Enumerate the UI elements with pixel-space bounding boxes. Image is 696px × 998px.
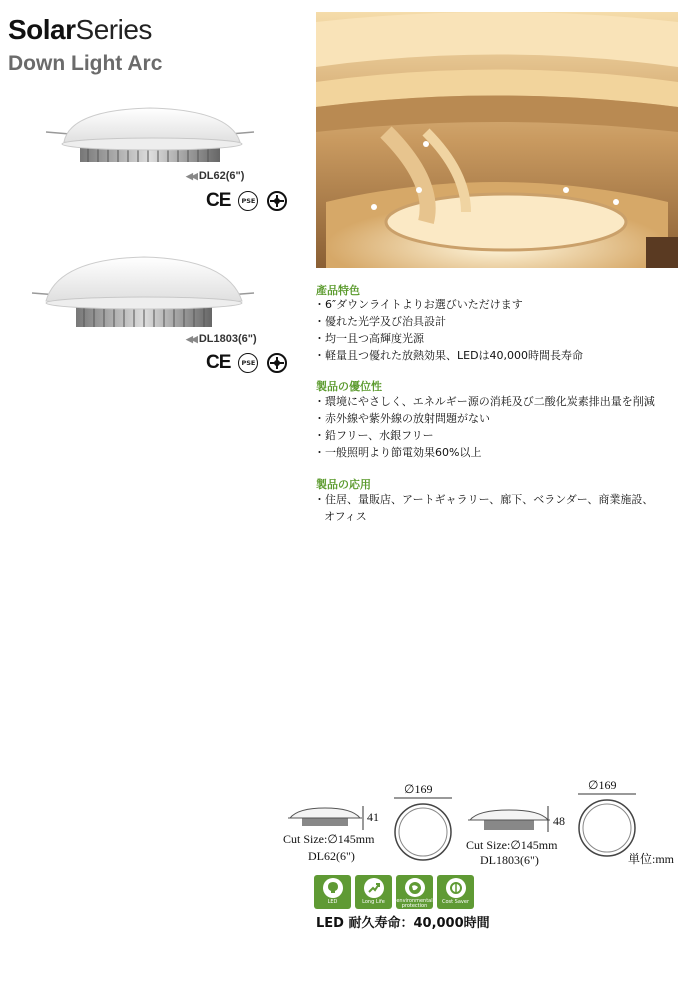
dl62-top-view: [390, 796, 456, 862]
dl1803-dimension-model: DL1803(6"): [480, 853, 539, 867]
list-item: ・鉛フリー、水銀フリー: [314, 429, 434, 442]
pse-mark-icon: [238, 353, 258, 373]
badge-long-life: [355, 875, 392, 909]
ce-mark-icon: CE: [206, 352, 231, 373]
installation-photo: [316, 12, 678, 268]
badge-environment: [396, 875, 433, 909]
long-life-icon: [364, 878, 384, 898]
environment-icon: [405, 878, 425, 897]
dl62-product-image: [40, 104, 260, 170]
led-bulb-icon: [323, 878, 343, 898]
dl1803-product-image: [28, 255, 258, 333]
pse-mark-icon: [238, 191, 258, 211]
badge-caption: LED: [327, 899, 338, 905]
cost-saver-icon: [446, 878, 466, 898]
list-item: ・優れた光学及び治具設計: [314, 315, 446, 328]
features-heading: 產品特色: [316, 284, 360, 297]
dl62-cut-size: Cut Size:∅145mm: [283, 832, 375, 846]
dl62-dimension-model: DL62(6"): [308, 849, 355, 863]
pse-top: PS: [241, 197, 251, 205]
dl1803-side-drawing: [468, 808, 550, 834]
dl62-height: 41: [367, 810, 379, 824]
dl1803-model-text: DL1803(6"): [198, 333, 257, 345]
dl1803-diameter: ∅169: [588, 778, 617, 792]
arrow-left-icon: ◀◀: [186, 171, 196, 181]
badge-led: [314, 875, 351, 909]
applications-list: [314, 491, 653, 525]
arrow-left-icon: ◀◀: [186, 334, 196, 344]
dl62-side-drawing: [288, 806, 362, 830]
product-subtitle: Down Light Arc: [8, 52, 163, 75]
pse-bottom: E: [250, 359, 256, 367]
features-list: [314, 296, 583, 364]
list-item: ・6″ダウンライトよりお選びいただけます: [314, 298, 523, 311]
feature-badges: [314, 875, 474, 909]
dl1803-model-label: [186, 333, 257, 345]
list-item: オフィス: [324, 510, 367, 523]
badge-caption: environmental protection: [396, 898, 433, 909]
list-item: ・軽量且つ優れた放熱効果、LEDは40,000時間長寿命: [314, 349, 584, 362]
pse-top: PS: [241, 359, 251, 367]
badge-cost-saver: [437, 875, 474, 909]
dl1803-certifications: [206, 352, 288, 374]
list-item: ・赤外線や紫外線の放射問題がない: [314, 412, 490, 425]
dl1803-height-line: [545, 806, 551, 832]
list-item: ・環境にやさしく、エネルギー源の消耗及び二酸化炭素排出量を削減: [314, 395, 655, 408]
dl62-model-text: DL62(6"): [198, 170, 245, 182]
dl62-model-label: [186, 170, 244, 182]
brand-bold: Solar: [8, 14, 76, 45]
applications-heading: 製品の応用: [316, 478, 371, 491]
dl62-diameter: ∅169: [404, 782, 433, 796]
ce-mark-icon: CE: [206, 190, 231, 211]
led-life-text: LED 耐久寿命：40,000時間: [316, 916, 490, 931]
list-item: ・均一且つ高輝度光源: [314, 332, 424, 345]
list-item: ・住居、量販店、アートギャラリー、廊下、ベランダー、商業施設、: [314, 493, 654, 506]
advantages-heading: 製品の優位性: [316, 380, 382, 393]
safety-mark-icon: [266, 190, 288, 212]
unit-label: 単位:mm: [628, 852, 675, 866]
dl1803-cut-size: Cut Size:∅145mm: [466, 838, 558, 852]
dl1803-height: 48: [553, 814, 565, 828]
series-title: [8, 14, 152, 46]
pse-bottom: E: [250, 197, 256, 205]
dl62-certifications: [206, 190, 288, 212]
badge-caption: Cost Saver: [441, 899, 470, 905]
dl62-height-line: [360, 806, 366, 830]
advantages-list: [314, 393, 655, 461]
badge-caption: Long Life: [362, 899, 385, 905]
brand-light: Series: [75, 14, 152, 45]
safety-mark-icon: [266, 352, 288, 374]
list-item: ・一般照明より節電効果60%以上: [314, 446, 482, 459]
